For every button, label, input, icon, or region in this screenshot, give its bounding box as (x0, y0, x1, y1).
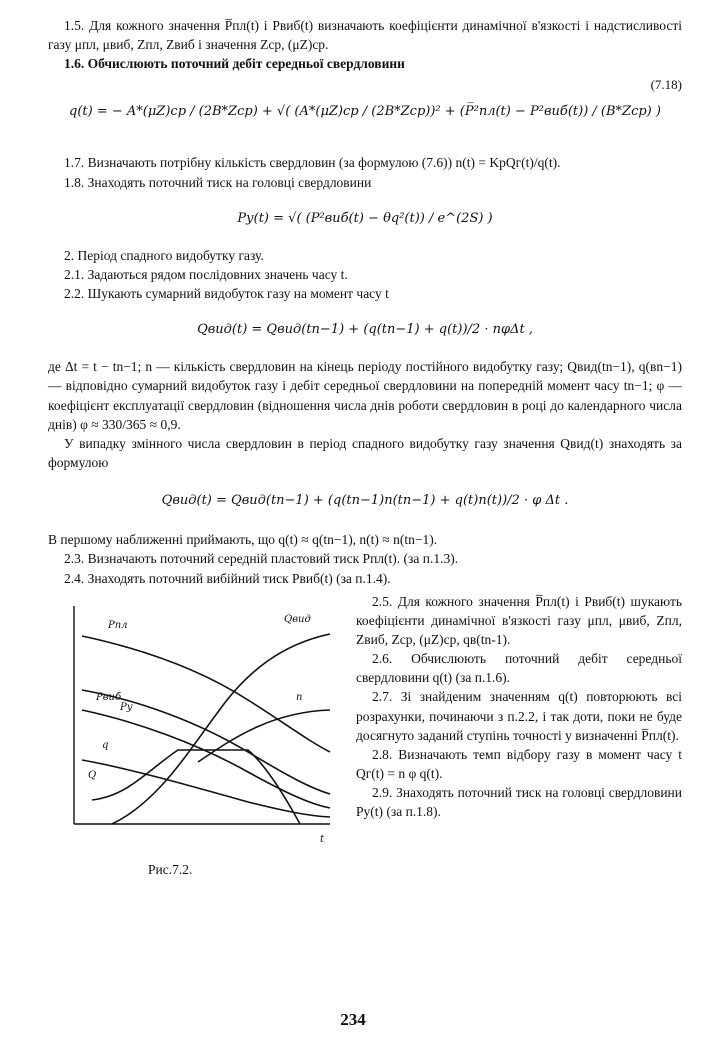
paragraph-2-1: 2.1. Задаються рядом послідовних значень часу t. (64, 266, 348, 282)
paragraph-1-6: 1.6. Обчислюють поточний дебіт середньої свердловини (64, 56, 405, 72)
paragraph-2-8: 2.8. Визначають темп відбору газу в момент часу t Qг(t) = n φ q(t). (356, 746, 682, 782)
formula-wellhead-pressure-text: Pу(t) = √( (P²виб(t) − θq²(t)) / e^(2S) ) (237, 210, 493, 226)
formula-7-18 (48, 75, 682, 149)
formula-cumulative-production (48, 307, 682, 353)
formula-wellhead-pressure (48, 194, 682, 244)
label-n: n (296, 691, 303, 703)
page-content (48, 16, 682, 892)
paragraph-1-8: 1.8. Знаходять поточний тиск на головці свердловини (64, 174, 372, 190)
paragraph-2: 2. Період спадного видобутку газу. (64, 247, 264, 263)
paragraph-1-7: 1.7. Визначають потрібну кількість свердловин (за формулою (7.6)) n(t) = KрQг(t)/q(t). (64, 155, 561, 171)
paragraph-2-3: 2.3. Визначають поточний середній пластовий тиск Pпл(t). (за п.1.3). (64, 551, 459, 567)
paragraph-2-4: 2.4. Знаходять поточний вибійний тиск Pвиб(t) (за п.1.4). (64, 570, 391, 586)
label-q-vyd: Qвид (284, 613, 311, 625)
formula-cumulative-production-text: Qвид(t) = Qвид(tn−1) + (q(tn−1) + q(t))/2 · nφΔt , (197, 322, 533, 338)
equation-number-7-18: (7.18) (650, 77, 682, 93)
figure-section (48, 592, 682, 892)
curve-q-cumulative (82, 760, 330, 817)
formula-cumulative-production-variable-text: Qвид(t) = Qвид(tn−1) + (q(tn−1)n(tn−1) + q(t)n(t))/2 · φ Δt . (161, 493, 569, 509)
label-p-vyb: Pвиб (96, 691, 122, 703)
figure-7-2 (48, 592, 348, 882)
figure-caption: Рис.7.2. (148, 861, 193, 877)
curve-q-vyd (112, 634, 330, 824)
paragraph-2-6: 2.6. Обчислюють поточний дебіт середньої свердловини q(t) (за п.1.6). (356, 651, 682, 686)
formula-7-18-text: q(t) = − A*(μZ)ср / (2B*Zср) + √( (A*(μZ)ср / (2B*Zср))² + (P̅²пл(t) − P²виб(t)) / (B*Zср) ) (69, 104, 661, 120)
label-p-u: Pу (120, 701, 133, 713)
formula-cumulative-production-variable (48, 478, 682, 524)
label-q: q (102, 739, 109, 751)
paragraph-variable-wells: У випадку змінного числа свердловин в період спадного видобутку газу значення Qвид(t) знаходять за формулою (48, 435, 682, 471)
paragraph-1-5: 1.5. Для кожного значення P̅пл(t) і Pвиб(t) визначають коефіцієнти динамічної в'язкості і надстисливості газу μпл, μвиб, Zпл, Zвиб і значення Zср, (μZ)ср. (48, 18, 682, 53)
label-p-pl: Pпл (108, 619, 128, 631)
paragraph-2-9: 2.9. Знаходять поточний тиск на головці свердловини Pу(t) (за п.1.8). (356, 785, 682, 820)
paragraph-2-2: 2.2. Шукають сумарний видобуток газу на момент часу t (64, 286, 389, 302)
right-column (356, 592, 682, 822)
paragraph-where: де Δt = t − tn−1; n — кількість свердловин на кінець періоду постійного видобутку газу; Qвид(tn−1), q(вn−1) — відповідно сумарний видобуток газу і дебіт середньої свердловини на попередній момент часу tn−1; φ — коефіцієнт експлуатації свердловин (відношення числа днів роботи свердловин в році до календарного числа днів) φ ≈ 330/365 ≈ 0,9. (48, 359, 682, 432)
page-number: 234 (340, 1010, 366, 1029)
paragraph-2-7: 2.7. Зі знайденим значенням q(t) повторюють всі розрахунки, починаючи з п.2.2, і так доти, поки не буде досягнуто заданий ступінь точності у визначенні P̅пл(t). (356, 689, 682, 743)
curve-p-u (82, 710, 330, 808)
label-t: t (320, 833, 325, 845)
paragraph-first-approximation: В першому наближенні приймають, що q(t) ≈ q(tn−1), n(t) ≈ n(tn−1). (48, 532, 438, 548)
figure-7-2-graph (48, 592, 348, 882)
label-Q: Q (88, 769, 97, 781)
paragraph-2-5: 2.5. Для кожного значення P̅пл(t) і Pвиб(t) шукають коефіцієнти динамічної в'язкості газу μпл, μвиб, Zпл, Zвиб, Zср, (μZ)ср, qв(tn-1). (356, 593, 682, 647)
